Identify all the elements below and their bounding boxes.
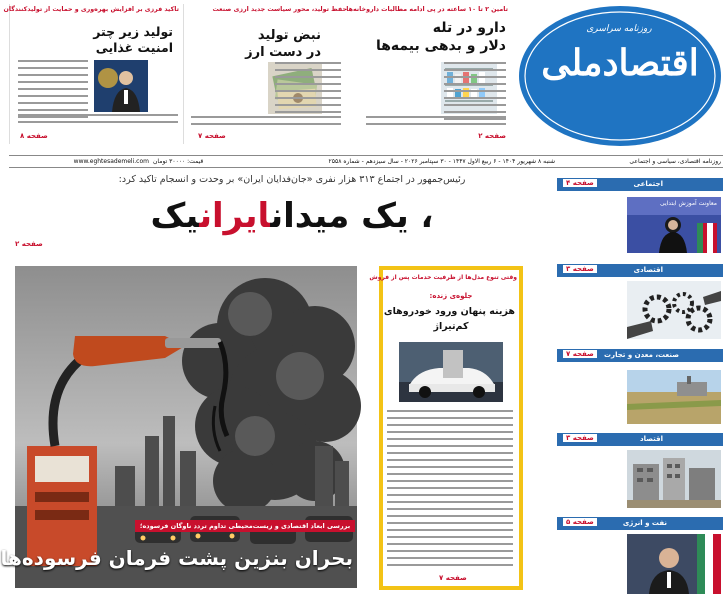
dateline-price: قیمت: ۳۰۰۰۰ تومان bbox=[153, 158, 204, 165]
teaser-pharma[interactable] bbox=[346, 4, 512, 144]
sidebar-section-header bbox=[557, 264, 723, 277]
education-official-photo bbox=[627, 197, 721, 253]
sidebar-item-energy[interactable] bbox=[557, 532, 723, 598]
box-body-text bbox=[387, 410, 513, 571]
teaser-kicker: حفظ تولید، محور سیاست جدید ارزی صنعت bbox=[212, 6, 347, 13]
page-reference[interactable]: صفحه ۵ bbox=[563, 518, 597, 526]
farmland-photo bbox=[627, 370, 721, 424]
sidebar-section-label: اجتماعی bbox=[633, 180, 663, 188]
box-story[interactable] bbox=[369, 266, 523, 590]
sidebar-section-label: اقتصادی bbox=[633, 266, 663, 274]
photo-overlay-text: معاونت آموزش ابتدایی bbox=[659, 200, 717, 207]
dateline-date: شنبه ۸ شهریور ۱۴۰۴ - ۶ ربیع الاول ۱۴۴۷ - ۳۰ سپتامبر ۲۰۲۶ - سال سیزدهم - شماره ۲۵۵۸ bbox=[328, 158, 555, 165]
box-headline: کم‌تیراژ bbox=[433, 321, 469, 332]
photo-story-headline: بحران بنزین پشت فرمان فرسوده‌ها bbox=[0, 546, 353, 570]
page-reference[interactable]: صفحه ۴ bbox=[563, 179, 597, 187]
sidebar-section-label: صنعت، معدن و تجارت bbox=[604, 351, 679, 359]
dateline-bar bbox=[9, 155, 723, 168]
teaser-headline: دلار و بدهی بیمه‌ها bbox=[375, 38, 506, 54]
sidebar-item-social[interactable] bbox=[557, 193, 723, 257]
page-reference[interactable]: صفحه ۷ bbox=[198, 132, 226, 140]
sidebar-section-header bbox=[557, 517, 723, 530]
sidebar-section-label: اقتصاد bbox=[640, 435, 663, 443]
teaser-body-text bbox=[18, 114, 178, 128]
page-reference[interactable]: صفحه ۳ bbox=[563, 265, 597, 273]
sidebar-section-header bbox=[557, 178, 723, 191]
teaser-currency[interactable] bbox=[183, 4, 351, 144]
teaser-body-text bbox=[275, 62, 341, 118]
box-headline: هزینه پنهان ورود خودروهای bbox=[383, 306, 515, 317]
teaser-headline: در دست ارز bbox=[245, 45, 321, 60]
lead-headline-part: یک bbox=[150, 196, 200, 236]
box-kicker: وقتی تنوع مدل‌ها از ظرفیت خدمات پس از فروش bbox=[369, 274, 517, 281]
page-reference[interactable]: صفحه ۳ bbox=[563, 434, 597, 442]
sidebar-item-economy[interactable] bbox=[557, 279, 723, 343]
teaser-body-text bbox=[366, 116, 506, 130]
teaser-body-text bbox=[191, 116, 341, 130]
sidebar-section-label: نفت و انرژی bbox=[622, 519, 667, 527]
lead-headline-highlight: ایران bbox=[199, 196, 271, 236]
teaser-headline: نبض تولید bbox=[257, 28, 321, 43]
lead-headline[interactable] bbox=[45, 196, 539, 236]
official-portrait-photo bbox=[94, 60, 148, 112]
page-reference[interactable]: صفحه ۲ bbox=[478, 132, 506, 140]
box-subkicker: جلوه‌ی زنده: bbox=[429, 292, 473, 300]
gears-hands-photo bbox=[627, 281, 721, 339]
page-reference[interactable]: صفحه ۸ bbox=[20, 132, 48, 140]
masthead-logo[interactable] bbox=[517, 2, 723, 148]
masthead-subtitle: روزنامه سراسری bbox=[586, 24, 652, 34]
smoke-fuel-nozzle-illustration bbox=[0, 266, 357, 588]
teaser-food-security[interactable] bbox=[3, 4, 179, 144]
page-reference[interactable]: صفحه ۷ bbox=[563, 350, 597, 358]
teaser-headline: تولید زیر چتر bbox=[93, 24, 173, 39]
teaser-kicker: تامین ۲ تا ۱۰ ساعته در پی ادامه مطالبات داروخانه‌ها bbox=[346, 6, 508, 13]
construction-photo bbox=[627, 450, 721, 508]
photo-caption-strip bbox=[135, 520, 355, 532]
teaser-headline: امنیت غذایی bbox=[95, 40, 173, 55]
teaser-kicker: تاکید فرزی بر افزایش بهره‌وری و حمایت از تولیدکنندگان bbox=[3, 6, 179, 13]
lead-headline-part: ، یک میدان bbox=[270, 196, 434, 236]
speaker-with-flag-photo bbox=[627, 534, 721, 594]
masthead-title: اقتصادملی bbox=[541, 42, 699, 84]
car-showroom-photo bbox=[399, 342, 503, 402]
page-reference[interactable]: صفحه ۷ bbox=[439, 574, 467, 582]
dateline-tagline: روزنامه اقتصادی، سیاسی و اجتماعی bbox=[629, 158, 721, 165]
sidebar-section-header bbox=[557, 349, 723, 362]
teaser-headline: دارو در تله bbox=[432, 20, 506, 36]
page-reference[interactable]: صفحه ۲ bbox=[15, 240, 43, 248]
sidebar-item-industry[interactable] bbox=[557, 364, 723, 428]
lead-kicker: رئیس‌جمهور در اجتماع ۳۱۳ هزار نفری «جان‌فدایان ایران» بر وحدت و انسجام تاکید کرد: bbox=[118, 174, 466, 185]
sidebar-section-header bbox=[557, 433, 723, 446]
photo-caption-text: بررسی ابعاد اقتصادی و زیست‌محیطی تداوم تردد ناوگان فرسوده؛ bbox=[139, 522, 351, 530]
photo-story[interactable] bbox=[0, 266, 357, 588]
website-link[interactable]: www.eghtesademeli.com bbox=[73, 158, 149, 165]
sidebar-item-housing[interactable] bbox=[557, 448, 723, 512]
